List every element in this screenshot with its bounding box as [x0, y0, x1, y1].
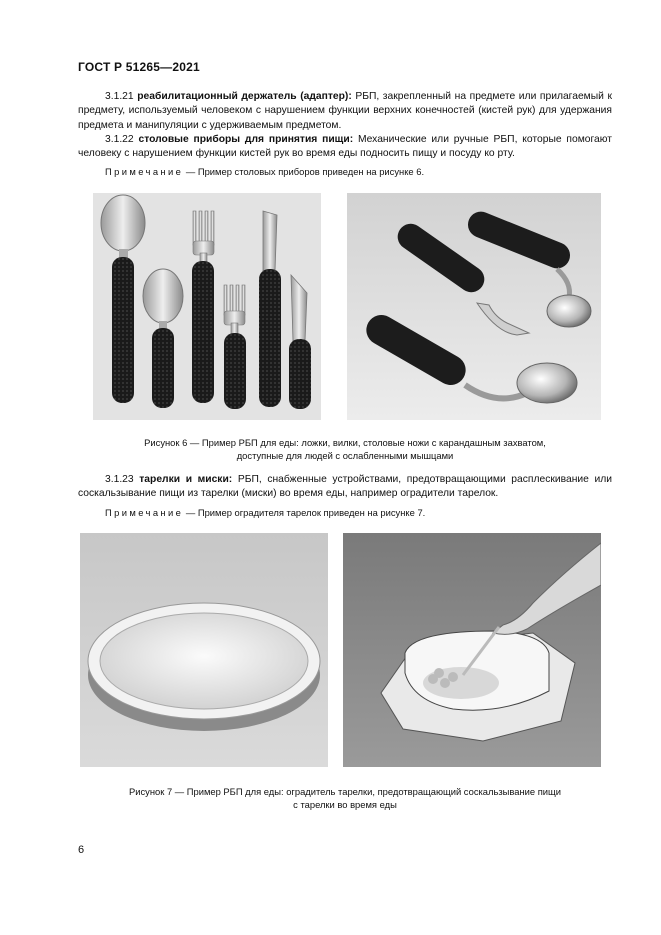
term: тарелки и миски: [139, 474, 233, 485]
note-text: — Пример столовых приборов приведен на рисунке 6. [185, 166, 425, 177]
term: столовые приборы для принятия пищи: [138, 134, 354, 145]
paragraph-3-1-21 [78, 90, 612, 133]
photo-cutlery-set [93, 193, 321, 420]
note-figure-7 [105, 506, 425, 519]
definition: РБП, закрепленный на предмете или прилагаемый к предмету, используемый человеком с нарушением функции верхних конечностей (кистей рук) для удержания предмета и манипуляции с удерживаемым предметом. [78, 91, 612, 131]
caption-line: Рисунок 7 — Пример РБП для еды: оградитель тарелки, предотвращающий соскальзывание пищи [129, 786, 561, 797]
clause-number: 3.1.23 [105, 474, 134, 485]
caption-line: с тарелки во время еды [293, 799, 397, 810]
caption-line: доступные для людей с ослабленными мышцами [236, 450, 454, 461]
definition: РБП, снабженные устройствами, предотвращающими расплескивание или соскальзывание пищи из тарелки (миски) во время еды, например оградители тарелок. [78, 474, 612, 500]
photo-bent-utensils [347, 193, 601, 420]
figure-6-caption [78, 436, 612, 462]
definition: Механические или ручные РБП, которые помогают человеку с нарушением функции кистей рук во время еды подносить пищу и посуду ко рту. [78, 134, 612, 160]
paragraph-3-1-22 [78, 133, 612, 162]
figure-7-caption [78, 785, 612, 811]
photo-plate-guard [343, 533, 601, 767]
clause-number: 3.1.21 [105, 91, 134, 102]
note-label: Примечание [105, 166, 184, 177]
note-text: — Пример оградителя тарелок приведен на рисунке 7. [185, 507, 426, 518]
note-label: Примечание [105, 507, 184, 518]
document-header: ГОСТ Р 51265—2021 [78, 60, 200, 74]
note-figure-6 [105, 165, 424, 178]
photo-plate [80, 533, 328, 767]
term: реабилитационный держатель (адаптер): [137, 91, 352, 102]
paragraph-3-1-23 [78, 473, 612, 502]
caption-line: Рисунок 6 — Пример РБП для еды: ложки, вилки, столовые ножи с карандашным захватом, [144, 437, 546, 448]
page-number: 6 [78, 844, 85, 856]
clause-number: 3.1.22 [105, 134, 134, 145]
